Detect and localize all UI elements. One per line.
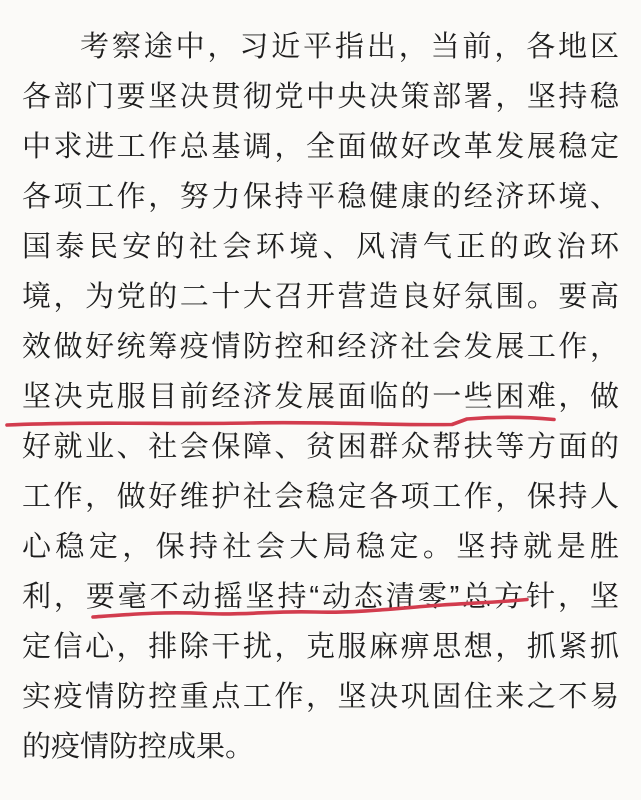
- text-line: 的疫情防控成果。: [22, 731, 255, 763]
- text-line: 境，为党的二十大召开营造良好氛围。要高: [22, 281, 619, 313]
- text-line: 心稳定，保持社会大局稳定。坚持就是胜: [22, 531, 619, 563]
- text-line: 中求进工作总基调，全面做好改革发展稳定: [22, 131, 619, 163]
- article-paragraph: [22, 22, 619, 772]
- text-line: 国泰民安的社会环境、风清气正的政治环: [22, 231, 619, 263]
- text-line-underlined: 坚决克服目前经济发展面临的一些困难，做: [22, 381, 619, 413]
- text-line: 定信心，排除干扰，克服麻痹思想，抓紧抓: [22, 631, 619, 663]
- text-line: 各部门要坚决贯彻党中央决策部署，坚持稳: [22, 81, 619, 113]
- text-line-underlined: 利，要毫不动摇坚持“动态清零”总方针，坚: [22, 581, 619, 613]
- text-line: 各项工作，努力保持平稳健康的经济环境、: [22, 181, 619, 213]
- text-line: 效做好统筹疫情防控和经济社会发展工作，: [22, 331, 619, 363]
- text-line: 好就业、社会保障、贫困群众帮扶等方面的: [22, 431, 619, 463]
- text-line: 实疫情防控重点工作，坚决巩固住来之不易: [22, 681, 619, 713]
- text-line: 工作，做好维护社会稳定各项工作，保持人: [22, 481, 619, 513]
- text-line: 考察途中，习近平指出，当前，各地区: [80, 31, 619, 63]
